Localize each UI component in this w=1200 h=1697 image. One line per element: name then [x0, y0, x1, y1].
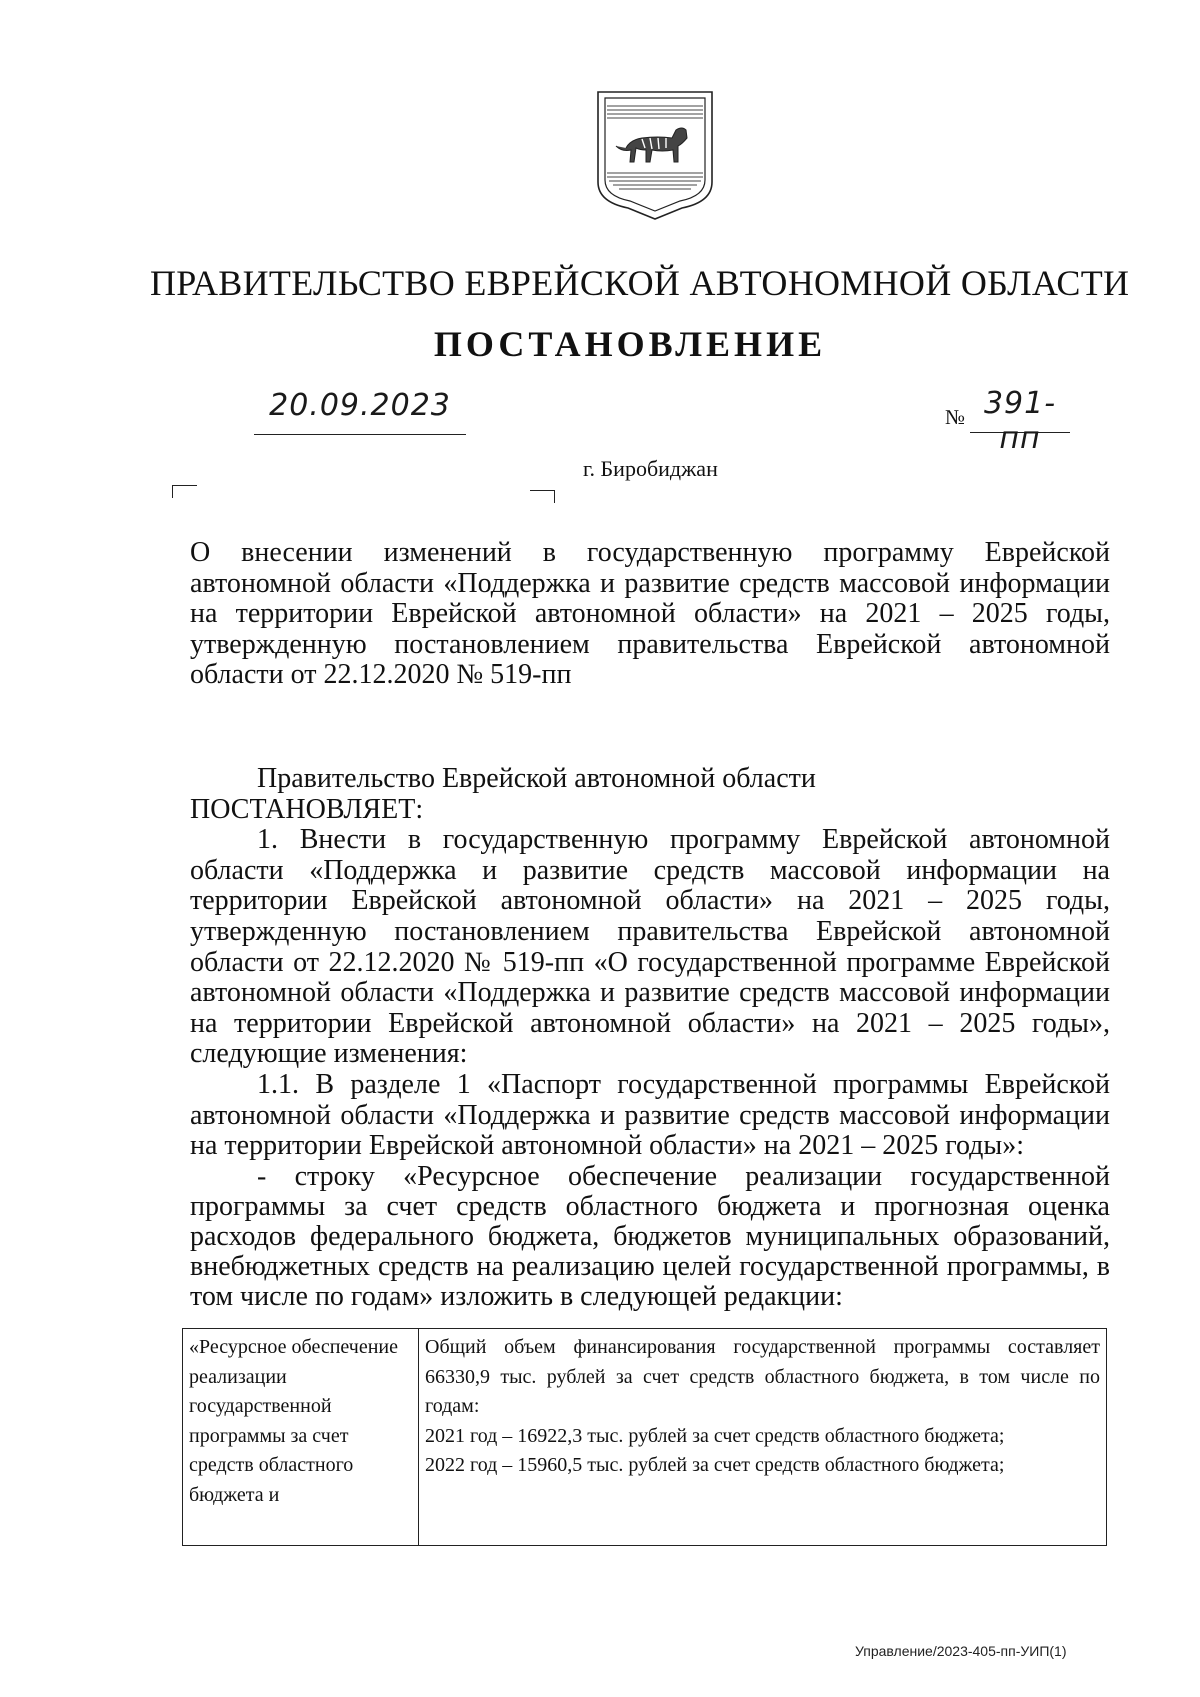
funding-table — [182, 1328, 1107, 1546]
resolves-line: ПОСТАНОВЛЯЕТ: — [190, 793, 424, 825]
table-value-line: 2021 год – 16922,3 тыс. рублей за счет средств областного бюджета; — [425, 1424, 1005, 1447]
table-cell-label: «Ресурсное обеспечение реализации государственной программы за счет средств областного бюджета и — [183, 1329, 419, 1545]
document-body — [190, 764, 1110, 1312]
corner-mark-left — [172, 485, 197, 498]
handwritten-number: 391-пп — [983, 386, 1057, 456]
table-cell-value — [419, 1329, 1106, 1545]
number-label: № — [945, 405, 966, 429]
city-label: г. Биробиджан — [583, 456, 718, 481]
footer-reference: Управление/2023-405-пп-УИП(1) — [855, 1643, 1067, 1659]
coat-of-arms-tiger-icon — [590, 86, 735, 226]
intro-line: Правительство Еврейской автономной области — [257, 763, 816, 794]
handwritten-date: 20.09.2023 — [269, 388, 451, 423]
corner-mark-right — [530, 490, 555, 503]
paragraph-1-1: 1.1. В разделе 1 «Паспорт государственной программы Еврейской автономной области «Поддержка и развитие средств массовой информации на территории Еврейской автономной области» на 2021 – 2025 годы»: — [190, 1068, 1110, 1162]
government-title: ПРАВИТЕЛЬСТВО ЕВРЕЙСКОЙ АВТОНОМНОЙ ОБЛАСТИ — [150, 263, 1130, 303]
paragraph-dash: - строку «Ресурсное обеспечение реализации государственной программы за счет средств областного бюджета и прогнозная оценка расходов федерального бюджета, бюджетов муниципальных образований, внебюджетных средств на реализацию целей государственной программы, в том числе по годам» изложить в следующей редакции: — [190, 1160, 1110, 1312]
table-value-line: Общий объем финансирования государственной программы составляет 66330,9 тыс. рублей за счет средств областного бюджета, в том числе по годам: — [425, 1336, 1100, 1417]
document-type: ПОСТАНОВЛЕНИЕ — [433, 324, 827, 364]
subject-heading: О внесении изменений в государственную программу Еврейской автономной области «Поддержка и развитие средств массовой информации на территории Еврейской автономной области» на 2021 – 2025 годы, утвержденную постановлением правительства Еврейской автономной области от 22.12.2020 № 519-пп — [190, 537, 1110, 691]
date-field — [254, 388, 466, 435]
table-value-line: 2022 год – 15960,5 тыс. рублей за счет средств областного бюджета; — [425, 1454, 1005, 1476]
number-field — [970, 386, 1070, 456]
paragraph-1: 1. Внести в государственную программу Еврейской автономной области «Поддержка и развитие средств массовой информации на территории Еврейской автономной области» на 2021 – 2025 годы, утвержденную постановлением правительства Еврейской автономной области от 22.12.2020 № 519-пп «О государственной программе Еврейской автономной области «Поддержка и развитие средств массовой информации на территории Еврейской автономной области» на 2021 – 2025 годы», следующие изменения: — [190, 824, 1110, 1070]
